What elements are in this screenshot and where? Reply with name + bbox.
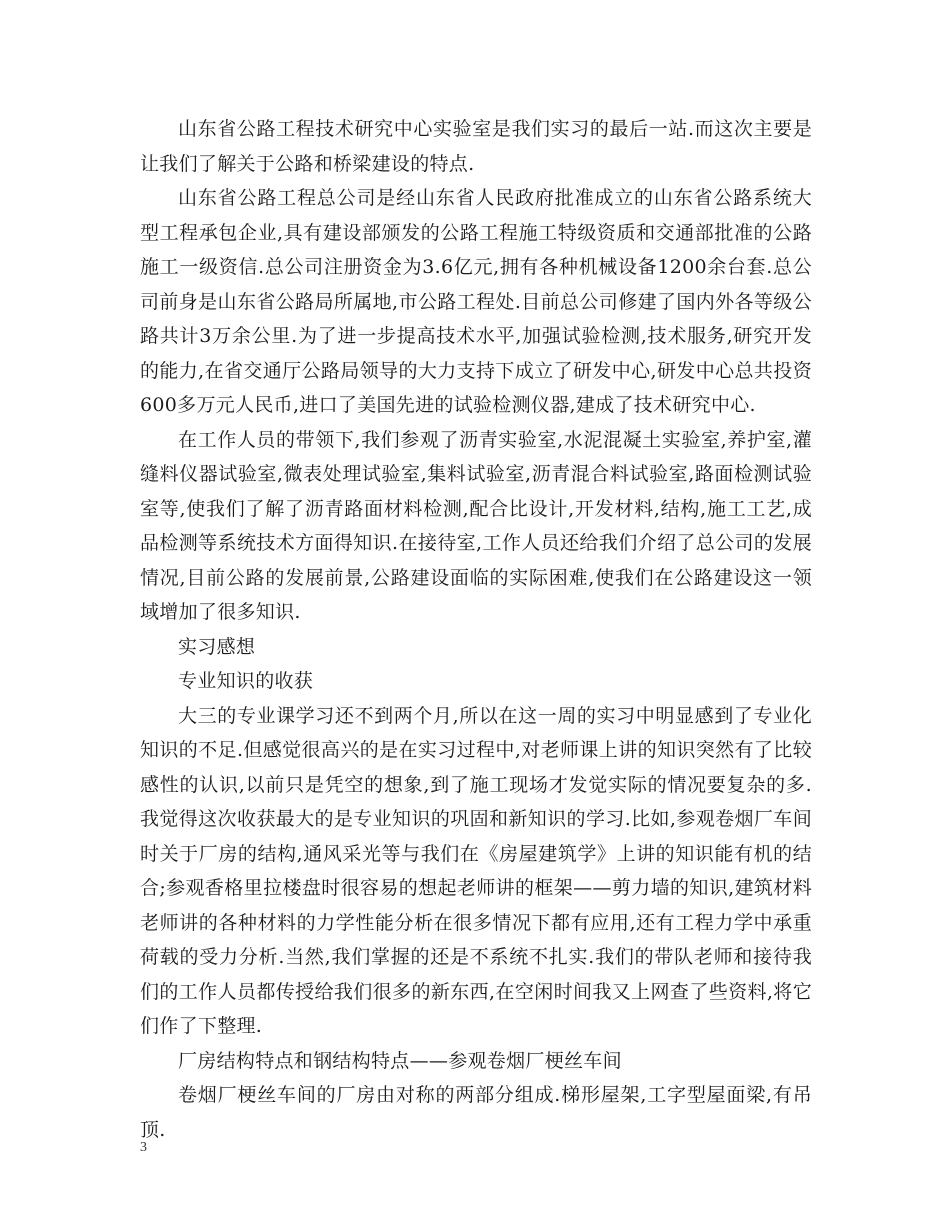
page-number: 3 [140,1140,147,1155]
subheading-professional-knowledge: 专业知识的收获 [178,670,314,692]
paragraph-knowledge-gains: 大三的专业课学习还不到两个月,所以在这一周的实习中明显感到了专业化知识的不足.但感觉很高兴的是在实习过程中,对老师课上讲的知识突然有了比较感性的认识,以前只是凭空的想象,到了施工现场才发觉实际的情况要复杂的多.我觉得这次收获最大的是专业知识的巩固和新知识的学习.比如,参观卷烟厂车间时关于厂房的结构,通风采光等与我们在《房屋建筑学》上讲的知识能有机的结合;参观香格里拉楼盘时很容易的想起老师讲的框架——剪力墙的知识,建筑材料老师讲的各种材料的力学性能分析在很多情况下都有应用,还有工程力学中承重荷载的受力分析.当然,我们掌握的还是不系统不扎实.我们的带队老师和接待我们的工作人员都传授给我们很多的新东西,在空闲时间我又上网查了些资料,将它们作了下整理. [140,704,812,1037]
paragraph-lab-visit: 在工作人员的带领下,我们参观了沥青实验室,水泥混凝土实验室,养护室,灌缝料仪器试验室,微表处理试验室,集料试验室,沥青混合料试验室,路面检测试验室等,使我们了解了沥青路面材料检测,配合比设计,开发材料,结构,施工工艺,成品检测等系统技术方面得知识.在接待室,工作人员还给我们介绍了总公司的发展情况,目前公路的发展前景,公路建设面临的实际困难,使我们在公路建设这一领域增加了很多知识. [140,428,812,623]
section-heading-internship-reflections: 实习感想 [178,635,256,658]
paragraph-company-intro: 山东省公路工程总公司是经山东省人民政府批准成立的山东省公路系统大型工程承包企业,具有建设部颁发的公路工程施工特级资质和交通部批准的公路施工一级资信.总公司注册资金为3.6亿元,拥有各种机械设备1200余台套.总公司前身是山东省公路局所属地,市公路工程处.目前总公司修建了国内外各等级公路共计3万余公里.为了进一步提高技术水平,加强试验检测,技术服务,研究开发的能力,在省交通厅公路局领导的大力支持下成立了研发中心,研发中心总共投资600多万元人民币,进口了美国先进的试验检测仪器,建成了技术研究中心. [140,187,812,416]
document-body [140,112,812,1147]
paragraph-lab-intro: 山东省公路工程技术研究中心实验室是我们实习的最后一站.而这次主要是让我们了解关于公路和桥梁建设的特点. [140,118,812,175]
subheading-factory-structure: 厂房结构特点和钢结构特点——参观卷烟厂梗丝车间 [178,1049,622,1072]
paragraph-factory-description: 卷烟厂梗丝车间的厂房由对称的两部分组成.梯形屋架,工字型屋面梁,有吊顶. [140,1084,812,1141]
